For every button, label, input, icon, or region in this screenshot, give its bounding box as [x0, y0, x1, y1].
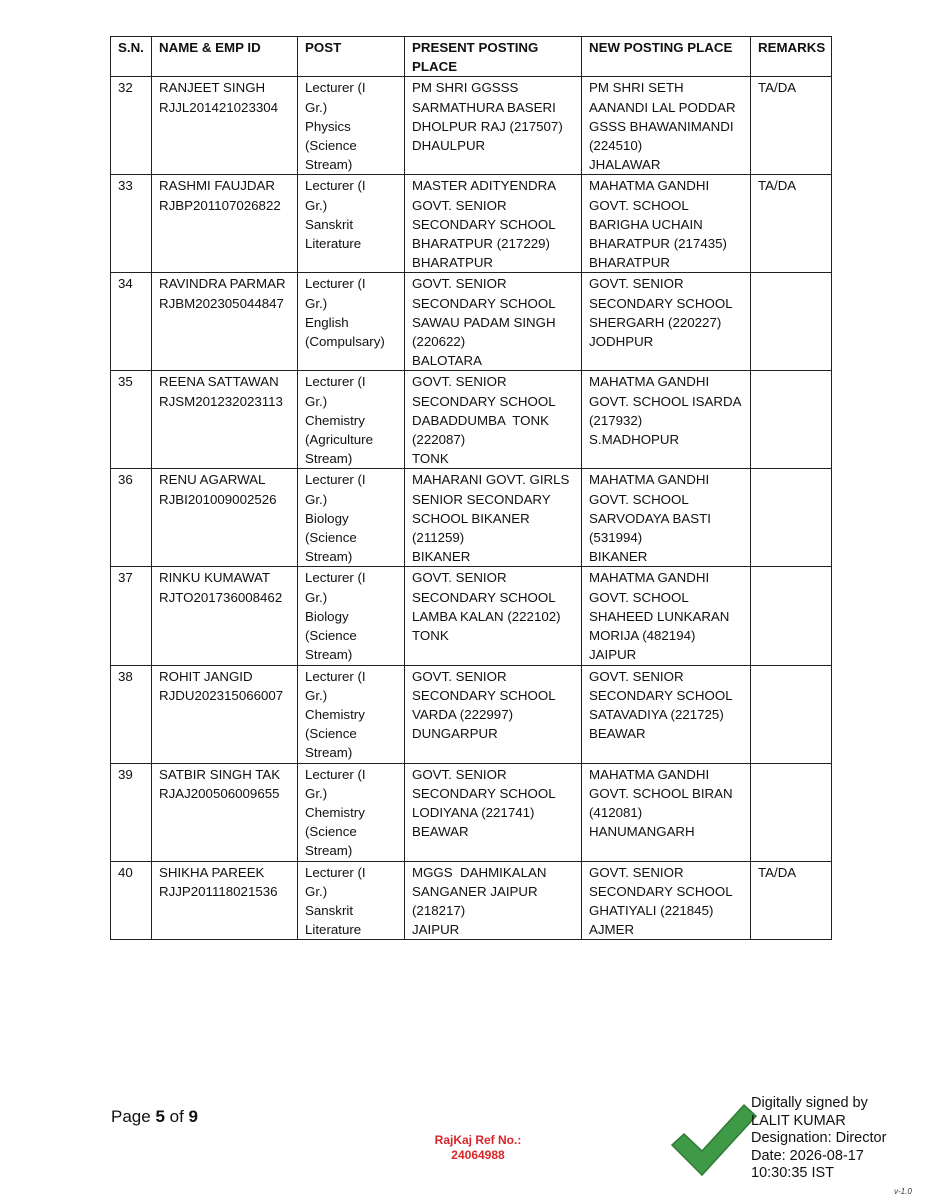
employee-id: RJSM201232023113 — [159, 393, 283, 409]
new-place-line: PM SHRI SETH — [589, 80, 684, 96]
new-place-line: S.MADHOPUR — [589, 432, 680, 448]
post-line: Lecturer (I — [305, 472, 366, 488]
cell-remarks — [751, 175, 832, 273]
employee-name: RENU AGARWAL — [159, 472, 266, 488]
cell-post — [298, 861, 405, 940]
post-line: Lecturer (I — [305, 178, 366, 194]
new-place-line: SECONDARY SCHOOL — [589, 295, 733, 311]
serial-number: 40 — [118, 864, 133, 880]
remarks-text: TA/DA — [758, 178, 797, 194]
present-place-line: (222087) — [412, 432, 466, 448]
cell-post — [298, 175, 405, 273]
cell-present-posting-place — [405, 175, 582, 273]
new-place-line: MAHATMA GANDHI — [589, 766, 710, 782]
cell-sn — [111, 371, 152, 469]
present-place-line: DHAULPUR — [412, 138, 486, 154]
present-place-line: BIKANER — [412, 549, 471, 565]
new-place-line: SECONDARY SCHOOL — [589, 687, 733, 703]
post-line: Lecturer (I — [305, 374, 366, 390]
signature-line-3: Designation: Director — [751, 1130, 887, 1146]
cell-new-posting-place — [582, 273, 751, 371]
employee-id: RJDU202315066007 — [159, 687, 284, 703]
new-place-line: BEAWAR — [589, 726, 646, 742]
signature-line-1: Digitally signed by — [751, 1095, 868, 1111]
table-row — [111, 861, 832, 940]
new-place-line: GOVT. SENIOR — [589, 864, 684, 880]
new-place-line: MAHATMA GANDHI — [589, 570, 710, 586]
present-place-line: SCHOOL BIKANER — [412, 510, 530, 526]
table-row — [111, 763, 832, 861]
post-line: Lecturer (I — [305, 276, 366, 292]
remarks-text: TA/DA — [758, 864, 797, 880]
post-line: Gr.) — [305, 99, 328, 115]
cell-new-posting-place — [582, 567, 751, 665]
table-body — [111, 77, 832, 940]
cell-name-emp-id — [152, 273, 298, 371]
cell-new-posting-place — [582, 665, 751, 763]
new-place-line: AJMER — [589, 922, 635, 938]
post-line: Lecturer (I — [305, 864, 366, 880]
header-post: POST — [298, 37, 405, 77]
post-line: Biology — [305, 608, 349, 624]
serial-number: 39 — [118, 766, 133, 782]
post-line: Lecturer (I — [305, 766, 366, 782]
transfer-table-container — [110, 36, 831, 940]
new-place-line: JHALAWAR — [589, 157, 661, 173]
cell-new-posting-place — [582, 861, 751, 940]
cell-sn — [111, 77, 152, 175]
present-place-line: LODIYANA (221741) — [412, 804, 535, 820]
new-place-line: BARIGHA UCHAIN — [589, 216, 703, 232]
cell-post — [298, 763, 405, 861]
present-place-line: SECONDARY SCHOOL — [412, 687, 556, 703]
post-line: Sanskrit — [305, 216, 354, 232]
cell-sn — [111, 665, 152, 763]
cell-remarks — [751, 469, 832, 567]
employee-name: RANJEET SINGH — [159, 80, 266, 96]
present-place-line: MGGS DAHMIKALAN — [412, 864, 547, 880]
new-place-line: (224510) — [589, 138, 643, 154]
post-line: Gr.) — [305, 197, 328, 213]
page-current: 5 — [155, 1107, 165, 1126]
cell-sn — [111, 273, 152, 371]
cell-name-emp-id — [152, 175, 298, 273]
cell-new-posting-place — [582, 763, 751, 861]
remarks-text: TA/DA — [758, 80, 797, 96]
post-line: Chemistry — [305, 706, 365, 722]
employee-id: RJBM202305044847 — [159, 295, 284, 311]
employee-id: RJJL201421023304 — [159, 99, 279, 115]
header-present-posting-place: PRESENT POSTING PLACE — [405, 37, 582, 77]
cell-remarks — [751, 567, 832, 665]
cell-present-posting-place — [405, 763, 582, 861]
serial-number: 32 — [118, 80, 133, 96]
new-place-line: SECONDARY SCHOOL — [589, 883, 733, 899]
cell-post — [298, 371, 405, 469]
post-line: (Science — [305, 726, 357, 742]
present-place-line: VARDA (222997) — [412, 706, 514, 722]
employee-id: RJAJ200506009655 — [159, 785, 280, 801]
post-line: Stream) — [305, 157, 353, 173]
page-mid: of — [164, 1107, 189, 1126]
new-place-line: JODHPUR — [589, 334, 654, 350]
signature-line-2: LALIT KUMAR — [751, 1112, 846, 1129]
cell-name-emp-id — [152, 469, 298, 567]
new-place-line: (412081) — [589, 804, 643, 820]
new-place-line: AANANDI LAL PODDAR — [589, 99, 736, 115]
present-place-line: BHARATPUR — [412, 255, 494, 271]
post-line: Gr.) — [305, 785, 328, 801]
post-line: Literature — [305, 922, 362, 938]
new-place-line: GOVT. SCHOOL — [589, 589, 689, 605]
present-place-line: PM SHRI GGSSS — [412, 80, 519, 96]
header-name-emp-id: NAME & EMP ID — [152, 37, 298, 77]
cell-remarks — [751, 763, 832, 861]
page-number — [111, 1107, 198, 1127]
new-place-line: GOVT. SCHOOL — [589, 197, 689, 213]
present-place-line: SARMATHURA BASERI — [412, 99, 556, 115]
cell-new-posting-place — [582, 77, 751, 175]
present-place-line: SAWAU PADAM SINGH — [412, 314, 556, 330]
table-row — [111, 567, 832, 665]
present-place-line: SANGANER JAIPUR — [412, 883, 538, 899]
present-place-line: MAHARANI GOVT. GIRLS — [412, 472, 570, 488]
table-row — [111, 273, 832, 371]
cell-sn — [111, 763, 152, 861]
header-new-posting-place: NEW POSTING PLACE — [582, 37, 751, 77]
signature-line-5: 10:30:35 IST — [751, 1165, 835, 1181]
present-place-line: SENIOR SECONDARY — [412, 491, 551, 507]
rajkaj-reference — [420, 1133, 536, 1163]
cell-remarks — [751, 77, 832, 175]
cell-post — [298, 665, 405, 763]
post-line: Sanskrit — [305, 902, 354, 918]
present-place-line: GOVT. SENIOR — [412, 197, 507, 213]
cell-post — [298, 273, 405, 371]
present-place-line: GOVT. SENIOR — [412, 668, 507, 684]
new-place-line: MAHATMA GANDHI — [589, 178, 710, 194]
post-line: Gr.) — [305, 295, 328, 311]
employee-id: RJJP201118021536 — [159, 883, 278, 899]
serial-number: 34 — [118, 276, 133, 292]
post-line: Chemistry — [305, 804, 365, 820]
post-line: Gr.) — [305, 393, 328, 409]
present-place-line: DHOLPUR RAJ (217507) — [412, 118, 563, 134]
present-place-line: SECONDARY SCHOOL — [412, 589, 556, 605]
present-place-line: BEAWAR — [412, 824, 469, 840]
new-place-line: (217932) — [589, 412, 643, 428]
table-row — [111, 371, 832, 469]
present-place-line: SECONDARY SCHOOL — [412, 785, 556, 801]
cell-present-posting-place — [405, 567, 582, 665]
new-place-line: SHAHEED LUNKARAN — [589, 608, 730, 624]
cell-present-posting-place — [405, 77, 582, 175]
cell-name-emp-id — [152, 371, 298, 469]
employee-name: REENA SATTAWAN — [159, 374, 279, 390]
new-place-line: (531994) — [589, 530, 643, 546]
post-line: English — [305, 314, 349, 330]
cell-new-posting-place — [582, 175, 751, 273]
cell-present-posting-place — [405, 273, 582, 371]
employee-id: RJBI201009002526 — [159, 491, 277, 507]
employee-name: RINKU KUMAWAT — [159, 570, 271, 586]
cell-present-posting-place — [405, 861, 582, 940]
cell-sn — [111, 469, 152, 567]
present-place-line: BHARATPUR (217229) — [412, 236, 550, 252]
present-place-line: SECONDARY SCHOOL — [412, 393, 556, 409]
post-line: (Compulsary) — [305, 334, 385, 350]
header-remarks: REMARKS — [751, 37, 832, 77]
cell-new-posting-place — [582, 469, 751, 567]
post-line: Chemistry — [305, 412, 365, 428]
new-place-line: JAIPUR — [589, 647, 637, 663]
employee-name: RASHMI FAUJDAR — [159, 178, 275, 194]
cell-post — [298, 567, 405, 665]
new-place-line: BHARATPUR — [589, 255, 671, 271]
new-place-line: GOVT. SCHOOL ISARDA — [589, 393, 742, 409]
post-line: Gr.) — [305, 589, 328, 605]
cell-sn — [111, 567, 152, 665]
post-line: Lecturer (I — [305, 570, 366, 586]
new-place-line: GSSS BHAWANIMANDI — [589, 118, 734, 134]
signature-line-4: Date: 2026-08-17 — [751, 1147, 864, 1164]
post-line: (Science — [305, 824, 357, 840]
post-line: Biology — [305, 510, 349, 526]
serial-number: 37 — [118, 570, 133, 586]
cell-remarks — [751, 861, 832, 940]
page-total: 9 — [188, 1107, 198, 1126]
new-place-line: SARVODAYA BASTI — [589, 510, 711, 526]
cell-present-posting-place — [405, 469, 582, 567]
page-prefix: Page — [111, 1107, 156, 1126]
table-header-row — [111, 37, 832, 77]
new-place-line: MAHATMA GANDHI — [589, 472, 710, 488]
post-line: Gr.) — [305, 491, 328, 507]
employee-name: ROHIT JANGID — [159, 668, 253, 684]
present-place-line: DUNGARPUR — [412, 726, 498, 742]
post-line: Gr.) — [305, 687, 328, 703]
present-place-line: SECONDARY SCHOOL — [412, 295, 556, 311]
new-place-line: HANUMANGARH — [589, 824, 695, 840]
serial-number: 38 — [118, 668, 133, 684]
serial-number: 35 — [118, 374, 133, 390]
post-line: Stream) — [305, 843, 353, 859]
post-line: Gr.) — [305, 883, 328, 899]
new-place-line: GHATIYALI (221845) — [589, 902, 714, 918]
new-place-line: GOVT. SCHOOL — [589, 491, 689, 507]
cell-post — [298, 469, 405, 567]
post-line: Physics — [305, 118, 351, 134]
present-place-line: TONK — [412, 451, 449, 467]
present-place-line: TONK — [412, 628, 449, 644]
present-place-line: (211259) — [412, 530, 465, 546]
new-place-line: MORIJA (482194) — [589, 628, 696, 644]
cell-present-posting-place — [405, 371, 582, 469]
cell-remarks — [751, 371, 832, 469]
present-place-line: JAIPUR — [412, 922, 460, 938]
post-line: (Science — [305, 530, 357, 546]
cell-post — [298, 77, 405, 175]
employee-id: RJBP201107026822 — [159, 197, 281, 213]
transfer-table — [110, 36, 832, 940]
cell-present-posting-place — [405, 665, 582, 763]
new-place-line: MAHATMA GANDHI — [589, 374, 710, 390]
cell-remarks — [751, 273, 832, 371]
serial-number: 36 — [118, 472, 133, 488]
serial-number: 33 — [118, 178, 133, 194]
cell-name-emp-id — [152, 861, 298, 940]
new-place-line: GOVT. SCHOOL BIRAN — [589, 785, 733, 801]
cell-remarks — [751, 665, 832, 763]
post-line: Lecturer (I — [305, 80, 366, 96]
cell-new-posting-place — [582, 371, 751, 469]
new-place-line: GOVT. SENIOR — [589, 276, 684, 292]
post-line: Stream) — [305, 647, 353, 663]
present-place-line: MASTER ADITYENDRA — [412, 178, 557, 194]
post-line: Lecturer (I — [305, 668, 366, 684]
present-place-line: (220622) — [412, 334, 466, 350]
employee-name: SHIKHA PAREEK — [159, 864, 265, 880]
table-row — [111, 665, 832, 763]
present-place-line: GOVT. SENIOR — [412, 276, 507, 292]
present-place-line: LAMBA KALAN (222102) — [412, 608, 561, 624]
post-line: Stream) — [305, 549, 353, 565]
ref-label: RajKaj Ref No.: — [434, 1133, 522, 1147]
version-label: v-1.0 — [894, 1187, 912, 1196]
digital-signature-block — [751, 1095, 886, 1183]
present-place-line: SECONDARY SCHOOL — [412, 216, 556, 232]
post-line: (Science — [305, 628, 357, 644]
new-place-line: SATAVADIYA (221725) — [589, 706, 724, 722]
cell-name-emp-id — [152, 567, 298, 665]
post-line: (Agriculture — [305, 432, 373, 448]
post-line: Stream) — [305, 745, 353, 761]
new-place-line: GOVT. SENIOR — [589, 668, 684, 684]
new-place-line: BHARATPUR (217435) — [589, 236, 727, 252]
new-place-line: BIKANER — [589, 549, 648, 565]
green-checkmark-icon — [668, 1101, 758, 1179]
employee-name: RAVINDRA PARMAR — [159, 276, 286, 292]
present-place-line: DABADDUMBA TONK — [412, 412, 549, 428]
present-place-line: GOVT. SENIOR — [412, 766, 507, 782]
post-line: Literature — [305, 236, 362, 252]
cell-name-emp-id — [152, 763, 298, 861]
new-place-line: SHERGARH (220227) — [589, 314, 722, 330]
present-place-line: (218217) — [412, 902, 466, 918]
ref-number: 24064988 — [451, 1148, 505, 1162]
cell-name-emp-id — [152, 665, 298, 763]
employee-name: SATBIR SINGH TAK — [159, 766, 281, 782]
cell-sn — [111, 175, 152, 273]
present-place-line: GOVT. SENIOR — [412, 570, 507, 586]
header-sn: S.N. — [111, 37, 152, 77]
present-place-line: BALOTARA — [412, 353, 482, 369]
cell-name-emp-id — [152, 77, 298, 175]
table-row — [111, 175, 832, 273]
present-place-line: GOVT. SENIOR — [412, 374, 507, 390]
table-row — [111, 77, 832, 175]
employee-id: RJTO201736008462 — [159, 589, 283, 605]
cell-sn — [111, 861, 152, 940]
table-row — [111, 469, 832, 567]
post-line: (Science — [305, 138, 357, 154]
post-line: Stream) — [305, 451, 353, 467]
